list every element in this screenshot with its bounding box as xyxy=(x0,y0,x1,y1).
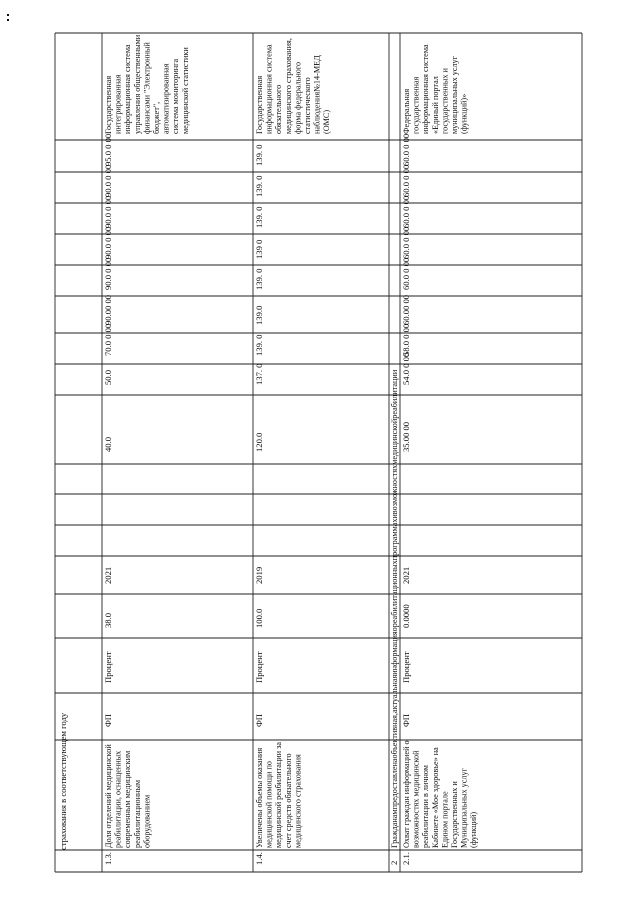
row-info-system: Федеральнаягосударственнаяинформационная система«Единый порталгосударственных имуниципальных услуг(функций)» xyxy=(402,44,469,134)
row-value: 139. 0 xyxy=(254,334,264,356)
row-base-year: 2019 xyxy=(254,566,264,584)
row-value: 60.00 00 xyxy=(401,294,411,325)
row-name: Охват граждан информацией овозможностях медицинскойреабилитации в личномКабинете «Мое здоровье» наЕдином порталеГосударственных иМуниципальных услуг(функций) xyxy=(402,740,479,848)
row-level: ФП xyxy=(103,714,113,727)
row-value: 70.0 0 00 xyxy=(103,323,113,356)
row-unit: Процент xyxy=(401,651,411,683)
row-value: 139. 0 xyxy=(254,144,264,166)
row-value: 60.0 0 00 xyxy=(401,133,411,166)
row-value: 60.0 0 00 xyxy=(401,257,411,290)
row-value: 54.0 0 00 xyxy=(401,352,411,385)
row-value: 137. 0 xyxy=(254,363,264,385)
row-level: ФП xyxy=(401,714,411,727)
row-name: Увеличены объемы оказаниямедицинской помощи помедицинской реабилитации засчет средств обязательногомедицинского страхования xyxy=(255,742,303,848)
row-value: 90.0 0 00 xyxy=(103,164,113,197)
row-unit: Процент xyxy=(103,651,113,683)
row-info-system: Государственнаяинформационная системаобязательногомедицинского страхования,форма федеральногостатистическогонаблюдения№14-МЕД(ОМС) xyxy=(255,38,332,134)
row-number: 2.1. xyxy=(401,852,411,865)
row-number: 1.4. xyxy=(254,852,264,865)
row-value: 139. 0 xyxy=(254,268,264,290)
row-value: 95.0 0 00 xyxy=(103,133,113,166)
row-value: 120.0 xyxy=(254,432,264,452)
row-value: 139.0 xyxy=(254,305,264,325)
header-continuation: страхования в соответствующем году xyxy=(58,712,68,850)
row-unit: Процент xyxy=(254,651,264,683)
row-base-value: 100.0 xyxy=(254,608,264,628)
row-value: 90.0 0 00 xyxy=(103,257,113,290)
row-base-year: 2021 xyxy=(103,566,113,584)
section-title: Гражданампредоставленаобъективная,актуальнаяинформацияореабилитационныхпрограммахивозможностяхмедицинскойреабилитации xyxy=(390,369,399,848)
table-row xyxy=(401,44,478,865)
section-row xyxy=(389,369,399,865)
row-value: 35.00 00 xyxy=(401,421,411,452)
row-value: 90.0 0 00 xyxy=(103,226,113,259)
row-value: 139 0 xyxy=(254,239,264,259)
row-value: 139. 0 xyxy=(254,206,264,228)
row-info-system: Государственнаяинтегрированнаяинформационная системауправления общественнымифинансами "Электронныйбюджет",автоматизированнаясистема мониторингамедицинской статистики xyxy=(104,34,190,134)
row-value: 58.0 0 00 xyxy=(401,323,411,356)
row-base-value: 0.0000 xyxy=(401,604,411,628)
table-grid xyxy=(55,33,582,872)
row-base-value: 38.0 xyxy=(103,612,113,628)
row-value: 139. 0 xyxy=(254,175,264,197)
row-value: 90.0 0 00 xyxy=(103,195,113,228)
row-level: ФП xyxy=(254,714,264,727)
row-value: 60.0 0 00 xyxy=(401,195,411,228)
table-row xyxy=(254,38,331,865)
section-number: 2 xyxy=(389,860,399,865)
row-value: 90.00 00 xyxy=(103,294,113,325)
row-value: 60.0 0 00 xyxy=(401,164,411,197)
row-value: 40.0 xyxy=(103,436,113,452)
row-base-year: 2021 xyxy=(401,566,411,584)
row-value: 60.0 0 00 xyxy=(401,226,411,259)
row-name: Доля отделений медицинскойреабилитации, оснащенныхсовременным медицинскимреабилитационнымоборудованием xyxy=(104,744,152,848)
row-number: 1.3. xyxy=(103,852,113,865)
row-value: 50.0 xyxy=(103,369,113,385)
